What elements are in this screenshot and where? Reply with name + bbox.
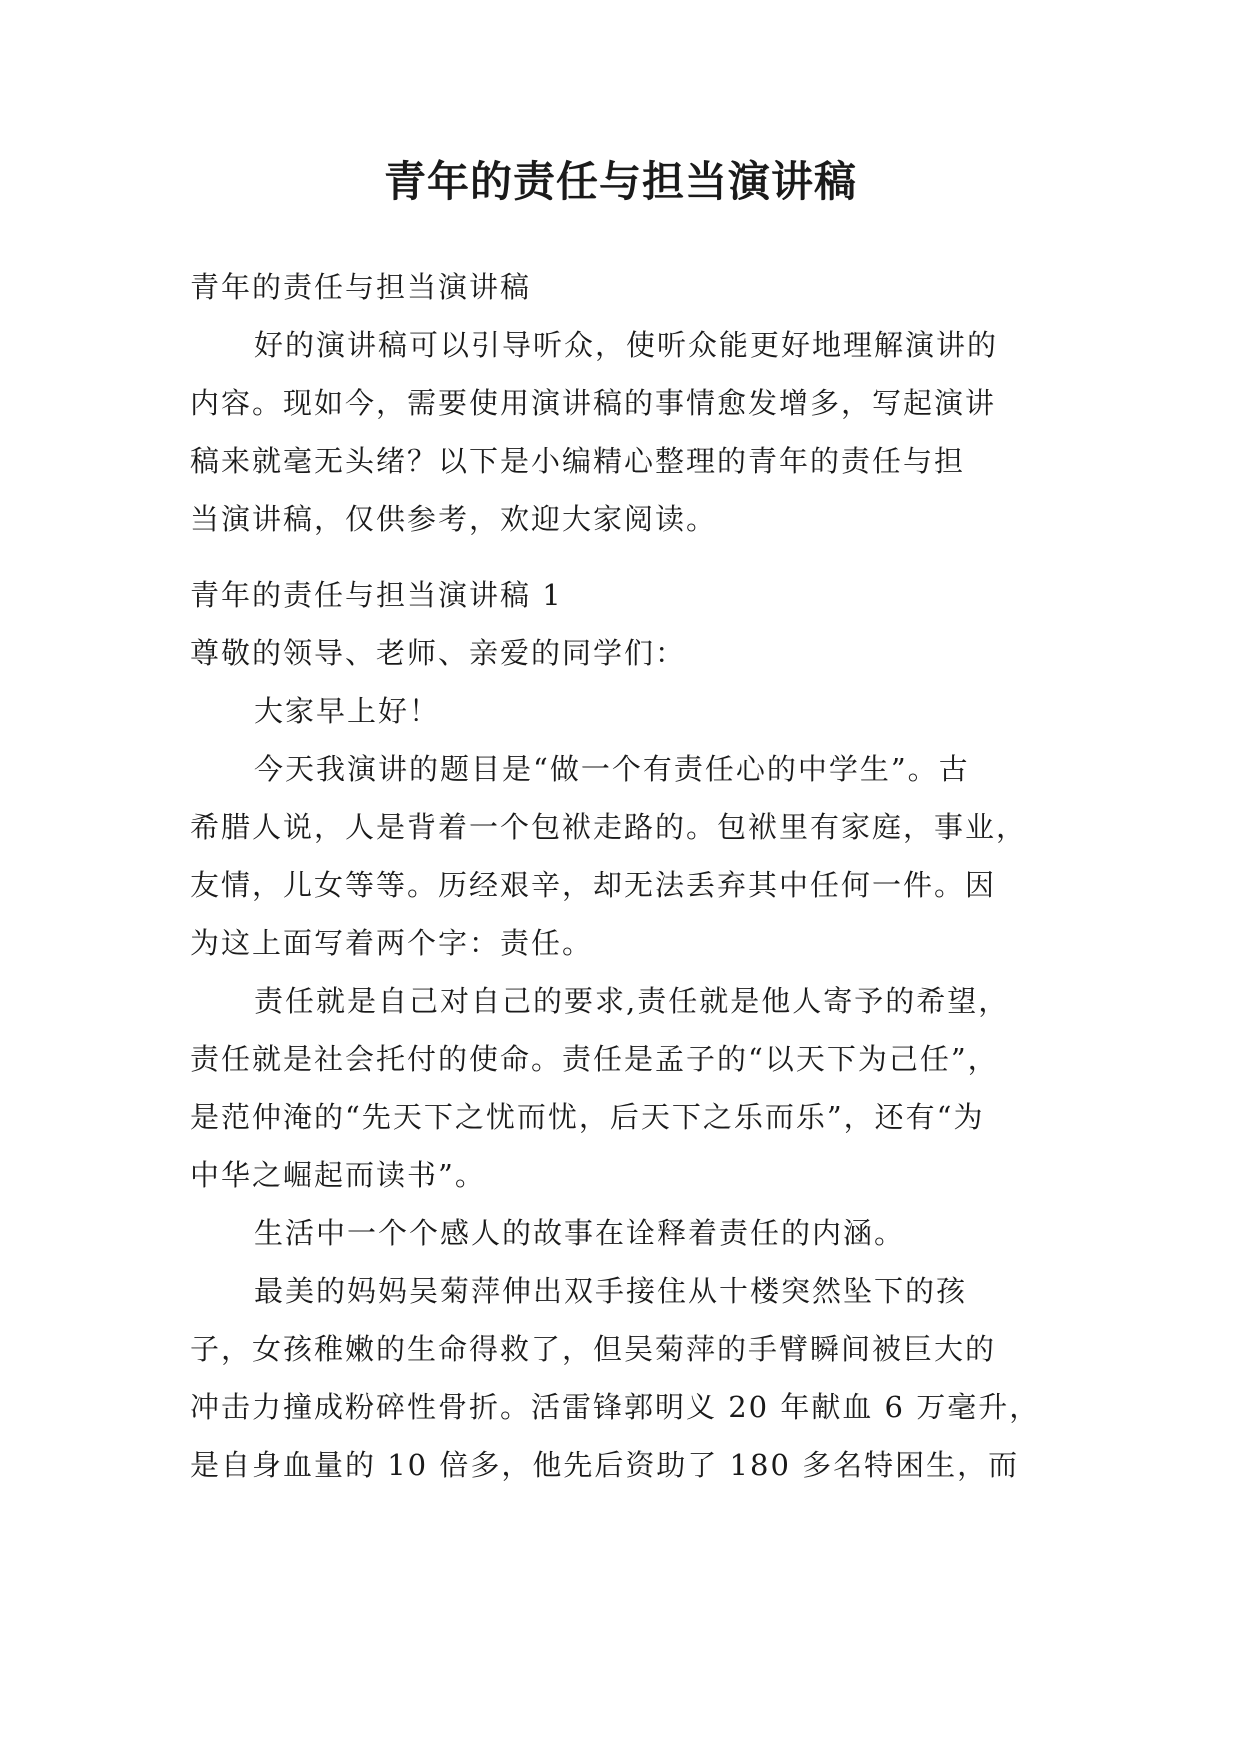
intro-heading: 青年的责任与担当演讲稿 bbox=[190, 270, 532, 304]
intro-block bbox=[190, 258, 1060, 548]
paragraph-line: 为这上面写着两个字：责任。 bbox=[190, 926, 594, 960]
paragraph-line: 责任就是自己对自己的要求,责任就是他人寄予的希望， bbox=[254, 984, 1010, 1018]
paragraph-line: 子，女孩稚嫩的生命得救了，但吴菊萍的手臂瞬间被巨大的 bbox=[190, 1332, 997, 1366]
paragraph-line: 最美的妈妈吴菊萍伸出双手接住从十楼突然坠下的孩 bbox=[254, 1274, 968, 1308]
document-title: 青年的责任与担当演讲稿 bbox=[383, 157, 857, 206]
intro-line: 内容。现如今，需要使用演讲稿的事情愈发增多，写起演讲 bbox=[190, 386, 997, 420]
paragraph-line: 是范仲淹的“先天下之忧而忧，后天下之乐而乐”，还有“为 bbox=[190, 1100, 985, 1134]
intro-line: 好的演讲稿可以引导听众，使听众能更好地理解演讲的 bbox=[254, 328, 999, 362]
paragraph-line: 责任就是社会托付的使命。责任是孟子的“以天下为己任”， bbox=[190, 1042, 999, 1076]
paragraph-line: 希腊人说，人是背着一个包袱走路的。包袱里有家庭，事业， bbox=[190, 810, 1028, 844]
section-heading: 青年的责任与担当演讲稿 1 bbox=[190, 578, 563, 612]
greeting: 大家早上好！ bbox=[254, 694, 441, 728]
section1-block bbox=[190, 566, 1060, 1494]
paragraph-line: 友情，儿女等等。历经艰辛，却无法丢弃其中任何一件。因 bbox=[190, 868, 997, 902]
paragraph-line: 今天我演讲的题目是“做一个有责任心的中学生”。古 bbox=[254, 752, 970, 786]
salutation: 尊敬的领导、老师、亲爱的同学们： bbox=[190, 636, 687, 670]
intro-line: 当演讲稿，仅供参考，欢迎大家阅读。 bbox=[190, 502, 718, 536]
intro-line: 稿来就毫无头绪？以下是小编精心整理的青年的责任与担 bbox=[190, 444, 966, 478]
paragraph-line: 中华之崛起而读书”。 bbox=[190, 1158, 486, 1192]
paragraph-line: 生活中一个个感人的故事在诠释着责任的内涵。 bbox=[254, 1216, 906, 1250]
paragraph-line: 是自身血量的 10 倍多，他先后资助了 180 多名特困生，而 bbox=[190, 1448, 1020, 1482]
paragraph-line: 冲击力撞成粉碎性骨折。活雷锋郭明义 20 年献血 6 万毫升， bbox=[190, 1390, 1041, 1424]
